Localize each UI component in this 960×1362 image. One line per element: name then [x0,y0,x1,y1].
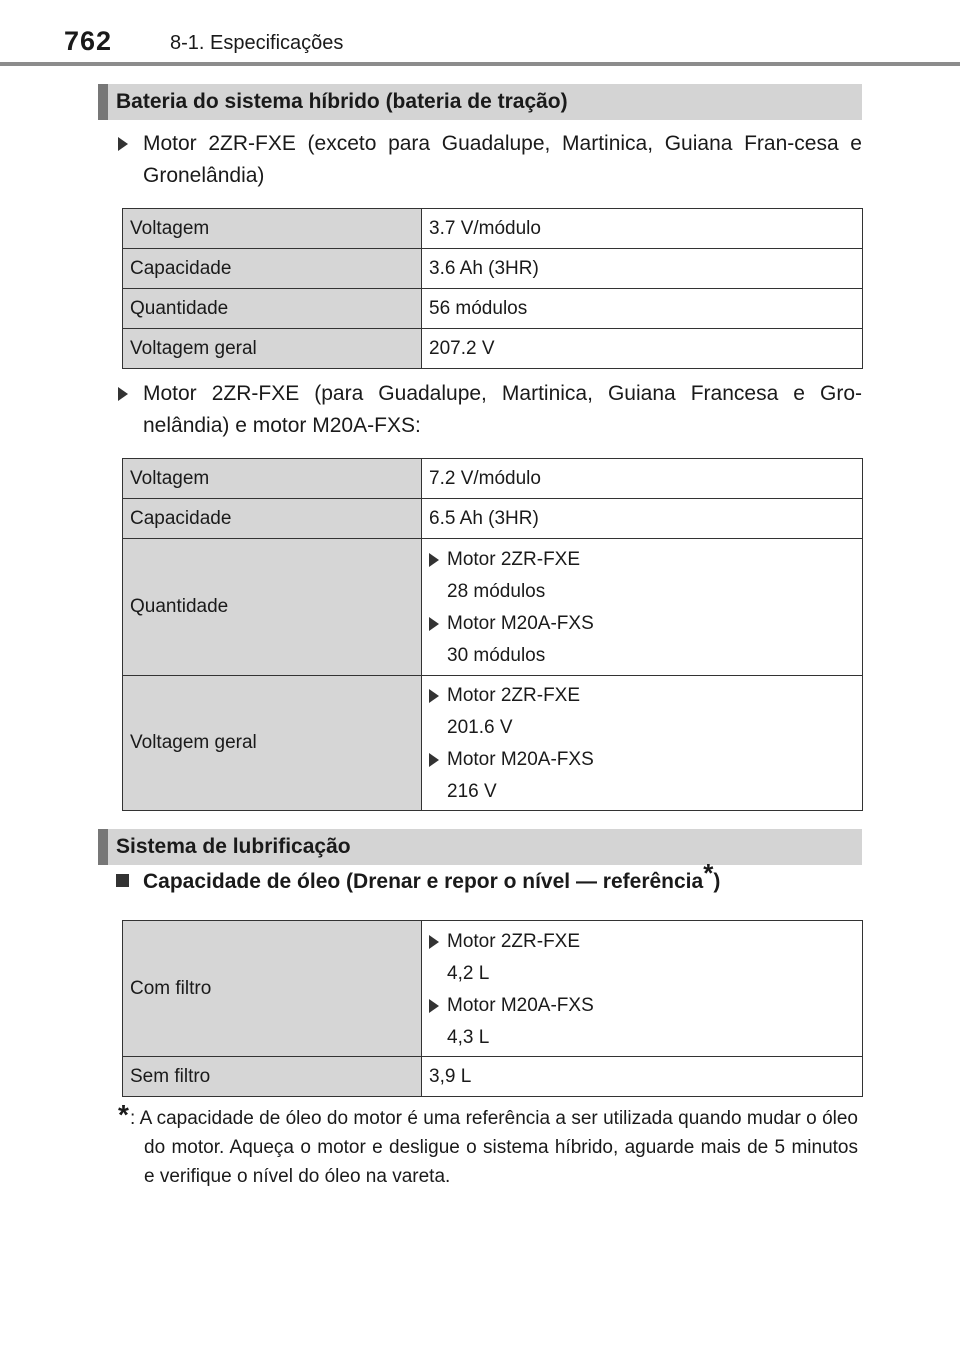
page-header [0,0,960,68]
row-label: Quantidade [123,289,422,329]
engine-item [429,990,855,1022]
engine-item [429,608,855,640]
engine-name: Motor M20A-FXS [447,994,594,1016]
row-label: Capacidade [123,499,422,539]
engine-value: 216 V [447,781,497,802]
table-row [123,329,863,369]
engine-name: Motor M20A-FXS [447,613,594,634]
section-heading: Sistema de lubrificação [116,835,351,858]
engine-value: 28 módulos [447,581,546,602]
section-heading: Bateria do sistema híbrido (bateria de tração) [116,90,568,113]
square-bullet-icon [116,874,129,887]
row-label: Capacidade [123,249,422,289]
row-value: 207.2 V [422,329,863,369]
row-label: Voltagem geral [123,676,422,811]
asterisk-mark: * [703,858,714,888]
engine-value: 201.6 V [447,717,513,738]
table-row [123,249,863,289]
table-row [123,676,863,811]
intro-text: Motor 2ZR-FXE (para Guadalupe, Martinica, Guiana Francesa e Gro-nelândia) e motor M20A-FXS: [143,382,862,437]
row-value: 56 módulos [422,289,863,329]
battery-spec-table-1 [122,208,863,369]
subheading-text: Capacidade de óleo (Drenar e repor o nível — referência [143,870,704,893]
table-row [123,921,863,1057]
table-row [123,1057,863,1097]
header-rule [0,62,960,66]
engine-value: 4,3 L [447,1026,490,1048]
subheading-close: ) [713,870,721,893]
row-label: Voltagem [123,459,422,499]
intro-group-1 [118,128,862,192]
engine-name: Motor 2ZR-FXE [447,549,581,570]
oil-capacity-table [122,920,863,1097]
engine-name: Motor M20A-FXS [447,749,594,770]
triangle-bullet-icon [118,137,128,151]
table-row [123,459,863,499]
row-value: 3.6 Ah (3HR) [422,249,863,289]
row-value [422,676,863,811]
section-path: 8-1. Especificações [170,32,344,54]
triangle-bullet-icon [429,689,439,703]
row-label: Voltagem geral [123,329,422,369]
triangle-bullet-icon [429,999,439,1013]
engine-name: Motor 2ZR-FXE [447,685,581,706]
row-label: Quantidade [123,539,422,676]
section-banner-lubrication [98,829,862,865]
row-value [422,921,863,1057]
table-row [123,209,863,249]
engine-item [429,926,855,958]
intro-text: Motor 2ZR-FXE (exceto para Guadalupe, Martinica, Guiana Fran-cesa e Gronelândia) [143,132,862,187]
engine-item [429,680,855,712]
row-label: Sem filtro [123,1057,422,1097]
table-row [123,539,863,676]
footnote [118,1099,858,1191]
row-value [422,539,863,676]
row-label: Voltagem [123,209,422,249]
engine-name: Motor 2ZR-FXE [447,930,581,952]
row-value: 6.5 Ah (3HR) [422,499,863,539]
page-number: 762 [64,26,113,56]
section-banner-hybrid-battery [98,84,862,120]
row-value: 7.2 V/módulo [422,459,863,499]
triangle-bullet-icon [429,935,439,949]
engine-item [429,544,855,576]
oil-capacity-subheading [116,858,721,894]
engine-value: 30 módulos [447,645,546,666]
table-row [123,289,863,329]
row-label: Com filtro [123,921,422,1057]
battery-spec-table-2 [122,458,863,811]
row-value: 3.7 V/módulo [422,209,863,249]
footnote-text: : A capacidade de óleo do motor é uma referência a ser utilizada quando mudar o óleo do motor. Aqueça o motor e desligue o sistema híbrido, aguarde mais de 5 minutos e verifique o nível do óleo na vareta. [130,1108,858,1187]
triangle-bullet-icon [429,753,439,767]
triangle-bullet-icon [118,387,128,401]
engine-item [429,744,855,776]
row-value: 3,9 L [422,1057,863,1097]
engine-value: 4,2 L [447,962,490,984]
table-row [123,499,863,539]
triangle-bullet-icon [429,553,439,567]
intro-group-2 [118,378,862,442]
footnote-asterisk: * [118,1099,129,1130]
triangle-bullet-icon [429,617,439,631]
